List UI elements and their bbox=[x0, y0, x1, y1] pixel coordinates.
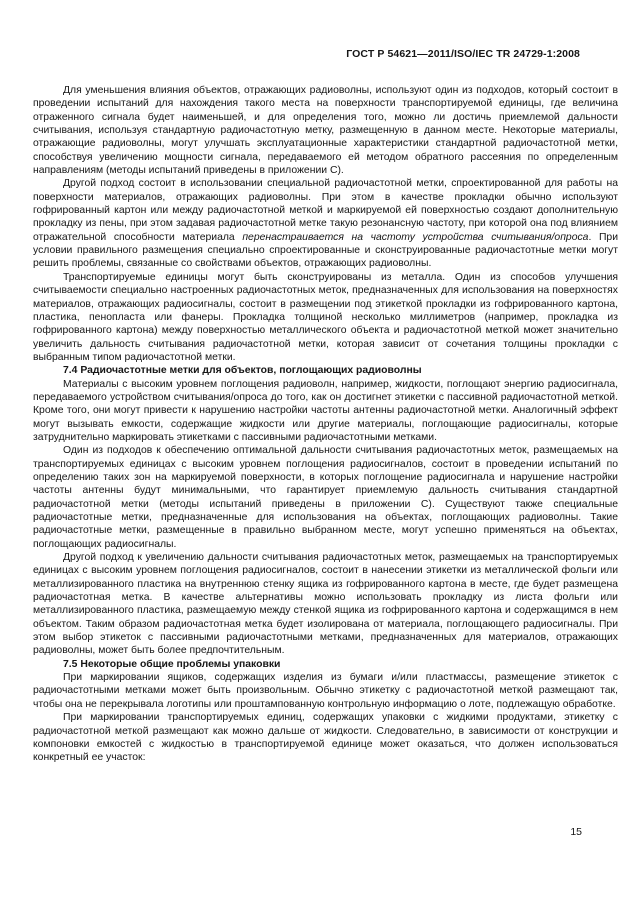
paragraph-metal-units: Транспортируемые единицы могут быть сконструированы из металла. Один из способов улучшения считываемости специально настроенных радиочастотных меток, предназначенных для использования на поверхностях материалов, отражающих радиосигналы, состоит в размещении под этикеткой прокладки из гофрированного картона, пластика, пенопласта или фанеры. Прокладка толщиной несколько миллиметров (например, прокладка из гофрированного картона) между поверхностью металлического объекта и радиочастотной меткой может значительно увеличить дальность считывания радиочастотной метки, которая зависит от сочетания толщины прокладки с выбранным типом радиочастотной метки. bbox=[33, 271, 618, 363]
paragraph-optimal-read-range: Один из подходов к обеспечению оптимальной дальности считывания радиочастотных меток, размещаемых на транспортируемых единицах с высоким уровнем поглощения радиосигналов, состоит в проведении испытаний по определению таких зон на маркируемой поверхности, в которых поглощение радиосигнала и нарушение настройки частоты антенны будут минимальными, что гарантирует приемлемую дальность считывания стандартной радиочастотной метки (методы испытаний приведены в приложении С). Существуют также специальные радиочастотные метки, предназначенные для использования на объектах, поглощающих радиоволны. Такие радиочастотные метки, размещенные в правильно выбранном месте, могут успешно применяться на объектах, поглощающих радиосигналы. bbox=[33, 445, 618, 550]
page-number: 15 bbox=[570, 826, 582, 838]
section-heading-7-5: 7.5 Некоторые общие проблемы упаковки bbox=[63, 658, 281, 670]
paragraph-paper-plastic-boxes: При маркировании ящиков, содержащих изделия из бумаги и/или пластмассы, размещение этикеток с радиочастотными метками может быть произвольным. Обычно этикетку с радиочастотной меткой размещают так, чтобы она не перекрывала логотипы или проштампованную контрольную информацию о лоте, подлежащую обработке. bbox=[33, 672, 618, 710]
document-body bbox=[33, 84, 618, 765]
paragraph-reflective-approach: Для уменьшения влияния объектов, отражающих радиоволны, используют один из подходов, который состоит в проведении испытаний для нахождения такого места на поверхности транспортируемой единицы, где величина отраженного сигнала будет наименьшей, и для определения того, можно ли достичь приемлемой дальности считывания, используя стандартную радиочастотную метку, размещенную в данном месте. Некоторые материалы, отражающие радиоволны, могут улучшать эксплуатационные характеристики стандартной радиочастотной метки, способствуя увеличению мощности сигнала, передаваемого ей методом обратного рассеяния по определенным направлениям (методы испытаний приведены в приложении С). bbox=[33, 85, 618, 177]
paragraph-foil-label-approach: Другой подход к увеличению дальности считывания радиочастотных меток, размещаемых на транспортируемых единицах с высоким уровнем поглощения радиосигналов, состоит в нанесении этикетки из металлической фольги или металлизированного пластика на внутреннюю стенку ящика из гофрированного картона в месте, где будет размещена радиочастотная метка. В качестве альтернативы можно использовать прокладку из листа фольги или металлизированного пластика, размещаемую между стенкой ящика из гофрированного картона и содержащимся в нем объектом. Таким образом радиочастотная метка будет изолирована от материала, поглощающего радиосигналы. При этом выбор этикеток с пассивными радиочастотными метками, предназначенных для материалов, отражающих радиоволны, может быть более предпочтительным. bbox=[33, 552, 618, 657]
running-header bbox=[33, 48, 580, 60]
paragraph-special-tag-italic: перенастраивается на частоту устройства считывания/опроса bbox=[242, 231, 589, 243]
paragraph-special-tag-post: . При условии правильного размещения специально спроектированные и сконструированные радиочастотные метки могут решить проблемы, связанные со свойствами объектов, отражающих радиоволны. bbox=[33, 231, 619, 270]
paragraph-special-tag-approach bbox=[33, 177, 618, 270]
paragraph-absorbing-materials: Материалы с высоким уровнем поглощения радиоволн, например, жидкости, поглощают энергию радиосигнала, передаваемого устройством считывания/опроса до того, как он достигнет этикетки с пассивной радиочастотной меткой. Кроме того, они могут привести к нарушению настройки частоты антенны радиочастотной метки. Аналогичный эффект могут вызывать емкости, содержащие жидкости или другие материалы, поглощающие радиосигналы, которые затруднительно маркировать этикетками с пассивными радиочастотными метками. bbox=[33, 378, 618, 443]
page-number-area bbox=[33, 826, 582, 838]
paragraph-liquid-products: При маркировании транспортируемых единиц, содержащих упаковки с жидкими продуктами, этикетку с радиочастотной меткой размещают как можно дальше от жидкости. Следовательно, в зависимости от конструкции и компоновки емкостей с жидкостью в транспортируемой единице может оказаться, что должен использоваться конкретный ее участок: bbox=[33, 712, 618, 764]
paragraph-special-tag-pre: Другой подход состоит в использовании специальной радиочастотной метки, спроектированной для работы на поверхности материалов, отражающих радиоволны. При этом в качестве прокладки обычно используют гофрированный картон или между радиочастотной меткой и маркируемой ей поверхностью создают дополнительную прокладку из пены, при этом задавая радиочастотной метке такую резонансную частоту, при которой она под влиянием отражательной способности материала bbox=[33, 178, 618, 243]
doc-number: ГОСТ Р 54621—2011/ISO/IEC TR 24729-1:2008 bbox=[346, 48, 580, 60]
section-heading-7-4: 7.4 Радиочастотные метки для объектов, поглощающих радиоволны bbox=[63, 365, 422, 377]
